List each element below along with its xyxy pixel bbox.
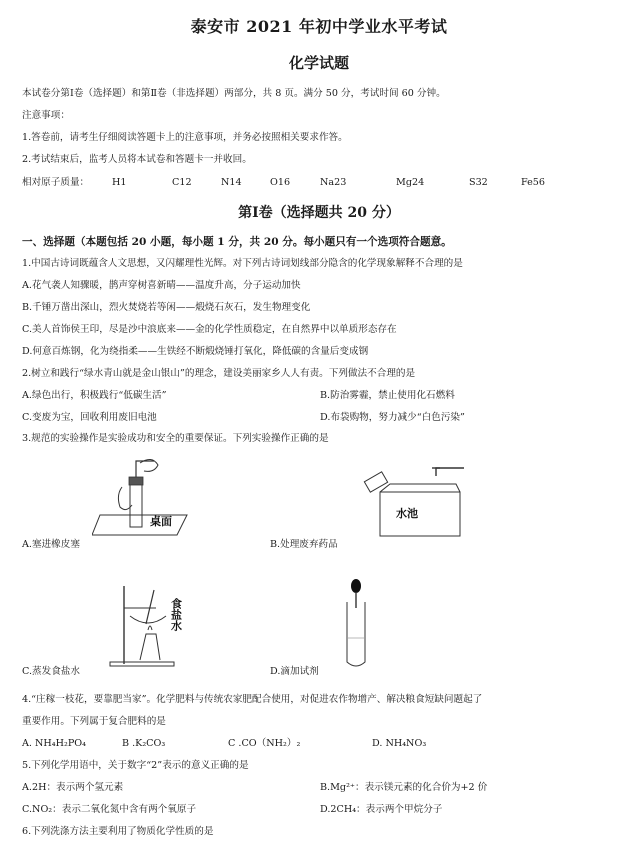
q4-option-c: C .CO（NH₂）₂ <box>228 738 301 749</box>
q5-option-d: D.2CH₄：表示两个甲烷分子 <box>320 804 443 815</box>
q1-stem: 1.中国古诗词既蕴含人文思想，又闪耀理性光辉。对下列古诗词划线部分隐含的化学现象解释不合理的是 <box>22 258 463 269</box>
mass-n: N14 <box>221 177 242 188</box>
q3-option-a: A.塞进橡皮塞 <box>22 539 80 550</box>
notice-label: 注意事项： <box>22 110 70 121</box>
q5-option-a: A.2H：表示两个氢元素 <box>22 782 124 793</box>
mass-s: S32 <box>469 177 488 188</box>
q1-option-d: D.何意百炼钢，化为绕指柔——生铁经不断煅烧锤打氧化，降低碳的含量后变成钢 <box>22 346 369 357</box>
q2-option-b: B.防治雾霾，禁止使用化石燃料 <box>320 390 455 401</box>
fig-c-label: 食盐水 <box>169 598 183 631</box>
mass-fe: Fe56 <box>521 177 546 188</box>
fig-a-label: 桌面 <box>150 515 172 528</box>
q2-stem: 2.树立和践行“绿水青山就是金山银山”的理念，建设美丽家乡人人有责。下列做法不合理的是 <box>22 368 416 379</box>
q2-option-d: D.布袋购物，努力减少“白色污染” <box>320 412 465 423</box>
q3-option-d: D.滴加试剂 <box>270 666 319 677</box>
figure-d-dropper <box>336 578 376 670</box>
q3-stem: 3.规范的实验操作是实验成功和安全的重要保证。下列实验操作正确的是 <box>22 433 329 444</box>
mass-h: H1 <box>112 177 127 188</box>
q4-stem-line1: 4.“庄稼一枝花，要靠肥当家”。化学肥料与传统农家肥配合使用，对促进农作物增产、解决粮食短缺问题起了 <box>22 694 483 705</box>
q2-option-a: A.绿色出行，积极践行“低碳生活” <box>22 390 167 401</box>
exam-subtitle: 化学试题 <box>288 54 349 72</box>
exam-title: 泰安市 2021 年初中学业水平考试 <box>190 17 448 36</box>
notice-2: 2.考试结束后，监考人员将本试卷和答题卡一并收回。 <box>22 154 252 165</box>
q1-option-c: C.美人首饰侯王印，尽是沙中浪底来——金的化学性质稳定，在自然界中以单质形态存在 <box>22 324 397 335</box>
q2-option-c: C.变废为宝，回收利用废旧电池 <box>22 412 157 423</box>
notice-1: 1.答卷前，请考生仔细阅读答题卡上的注意事项，并务必按照相关要求作答。 <box>22 132 348 143</box>
q4-option-a: A. NH₄H₂PO₄ <box>22 738 87 749</box>
figure-c-evaporation <box>96 578 206 670</box>
figure-a-stopper <box>92 455 202 545</box>
mass-o: O16 <box>270 177 291 188</box>
q3-option-c: C.蒸发食盐水 <box>22 666 81 677</box>
q3-option-b: B.处理废弃药品 <box>270 539 338 550</box>
q1-option-b: B.千锤万凿出深山，烈火焚烧若等闲——煅烧石灰石，发生物理变化 <box>22 302 311 313</box>
mass-c: C12 <box>172 177 192 188</box>
q4-option-b: B .K₂CO₃ <box>122 738 166 749</box>
q4-stem-line2: 重要作用。下列属于复合肥料的是 <box>22 716 166 727</box>
exam-info: 本试卷分第Ⅰ卷（选择题）和第Ⅱ卷（非选择题）两部分，共 8 页。满分 50 分，考试时间 60 分钟。 <box>22 88 446 99</box>
q5-option-c: C.NO₂：表示二氧化氮中含有两个氧原子 <box>22 804 197 815</box>
mass-na: Na23 <box>320 177 347 188</box>
atomic-mass-label: 相对原子质量： <box>22 177 90 188</box>
fig-b-label: 水池 <box>396 507 418 520</box>
figure-b-sink <box>360 462 470 542</box>
mass-mg: Mg24 <box>396 177 425 188</box>
section-instruction: 一、选择题（本题包括 20 小题，每小题 1 分，共 20 分。每小题只有一个选项符合题意。 <box>22 236 452 248</box>
part1-heading: 第Ⅰ卷（选择题共 20 分） <box>238 205 400 221</box>
q4-option-d: D. NH₄NO₃ <box>372 738 427 749</box>
q1-option-a: A.花气袭人知骤暖，鹊声穿树喜新晴——温度升高，分子运动加快 <box>22 280 301 291</box>
q5-stem: 5.下列化学用语中，关于数字“2”表示的意义正确的是 <box>22 760 249 771</box>
q6-stem: 6.下列洗涤方法主要利用了物质化学性质的是 <box>22 826 214 837</box>
q5-option-b: B.Mg²⁺：表示镁元素的化合价为+2 价 <box>320 782 488 793</box>
